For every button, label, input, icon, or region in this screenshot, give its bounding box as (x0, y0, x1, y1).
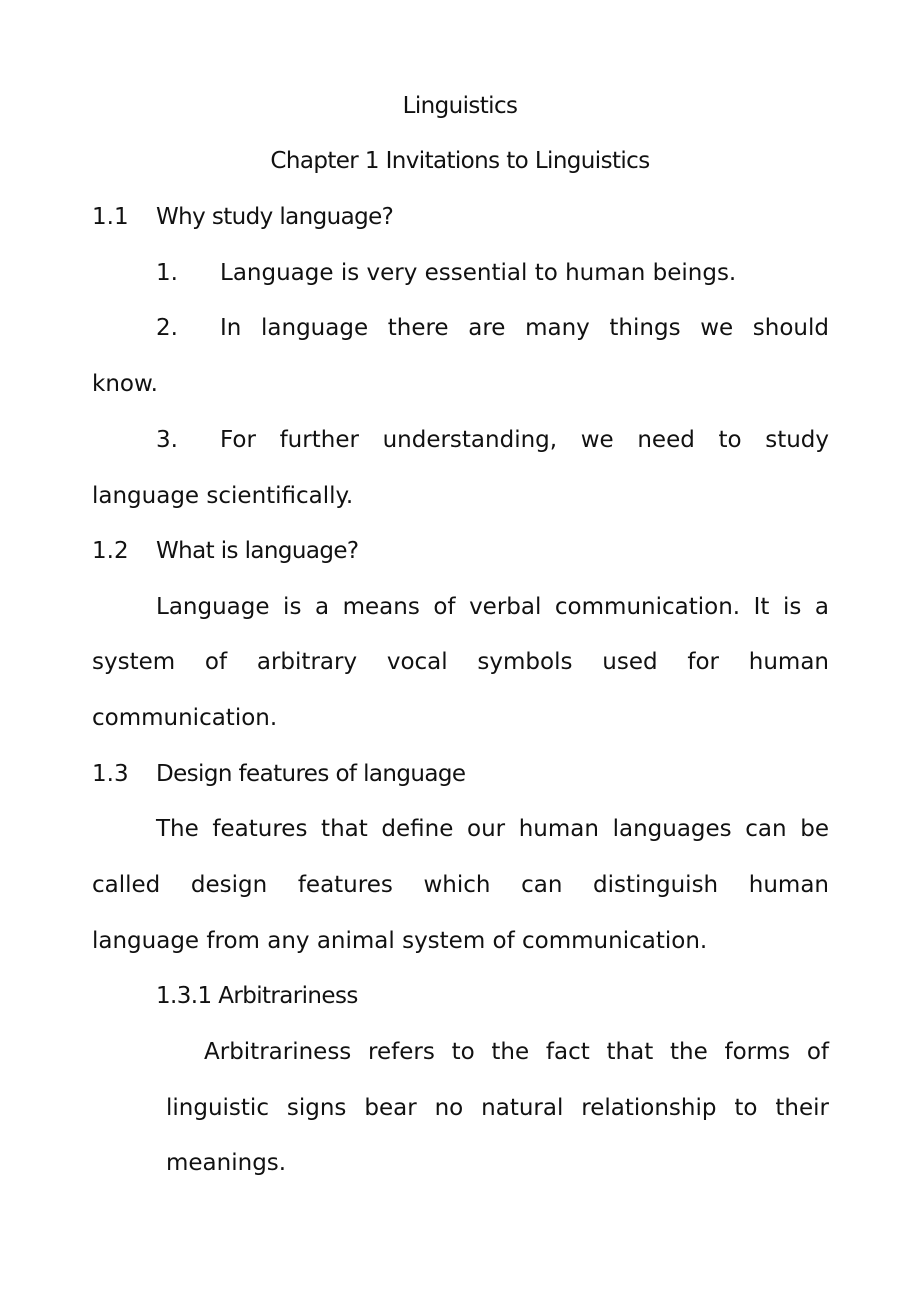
chapter-title: Chapter 1 Invitations to Linguistics (270, 148, 650, 174)
list-item-number: 1. (156, 260, 178, 286)
section-number: 1.2 (92, 538, 129, 564)
paragraph-line: language from any animal system of communication. (92, 928, 708, 954)
section-heading: Design features of language (156, 761, 466, 787)
paragraph-line: communication. (92, 705, 278, 731)
list-item-text-continued: know. (92, 371, 158, 397)
section-number: 1.1 (92, 204, 129, 230)
paragraph-line: Language is a means of verbal communication. It is a (156, 594, 829, 620)
list-item-number: 2. (156, 315, 178, 341)
paragraph-line: called design features which can distinguish human (92, 872, 829, 898)
paragraph-line: meanings. (166, 1150, 287, 1176)
list-item-text: Language is very essential to human beings. (220, 260, 737, 286)
list-item-text-continued: language scientifically. (92, 483, 354, 509)
subsection-heading: 1.3.1 Arbitrariness (156, 983, 358, 1009)
paragraph-line: system of arbitrary vocal symbols used for human (92, 649, 829, 675)
paragraph-line: Arbitrariness refers to the fact that the forms of (204, 1039, 829, 1065)
list-item-number: 3. (156, 427, 178, 453)
list-item-text: In language there are many things we should (220, 315, 829, 341)
section-heading: Why study language? (156, 204, 394, 230)
section-number: 1.3 (92, 761, 129, 787)
list-item-text: For further understanding, we need to study (220, 427, 829, 453)
document-title: Linguistics (402, 93, 518, 119)
paragraph-line: linguistic signs bear no natural relationship to their (166, 1095, 829, 1121)
paragraph-line: The features that define our human languages can be (156, 816, 829, 842)
section-heading: What is language? (156, 538, 359, 564)
